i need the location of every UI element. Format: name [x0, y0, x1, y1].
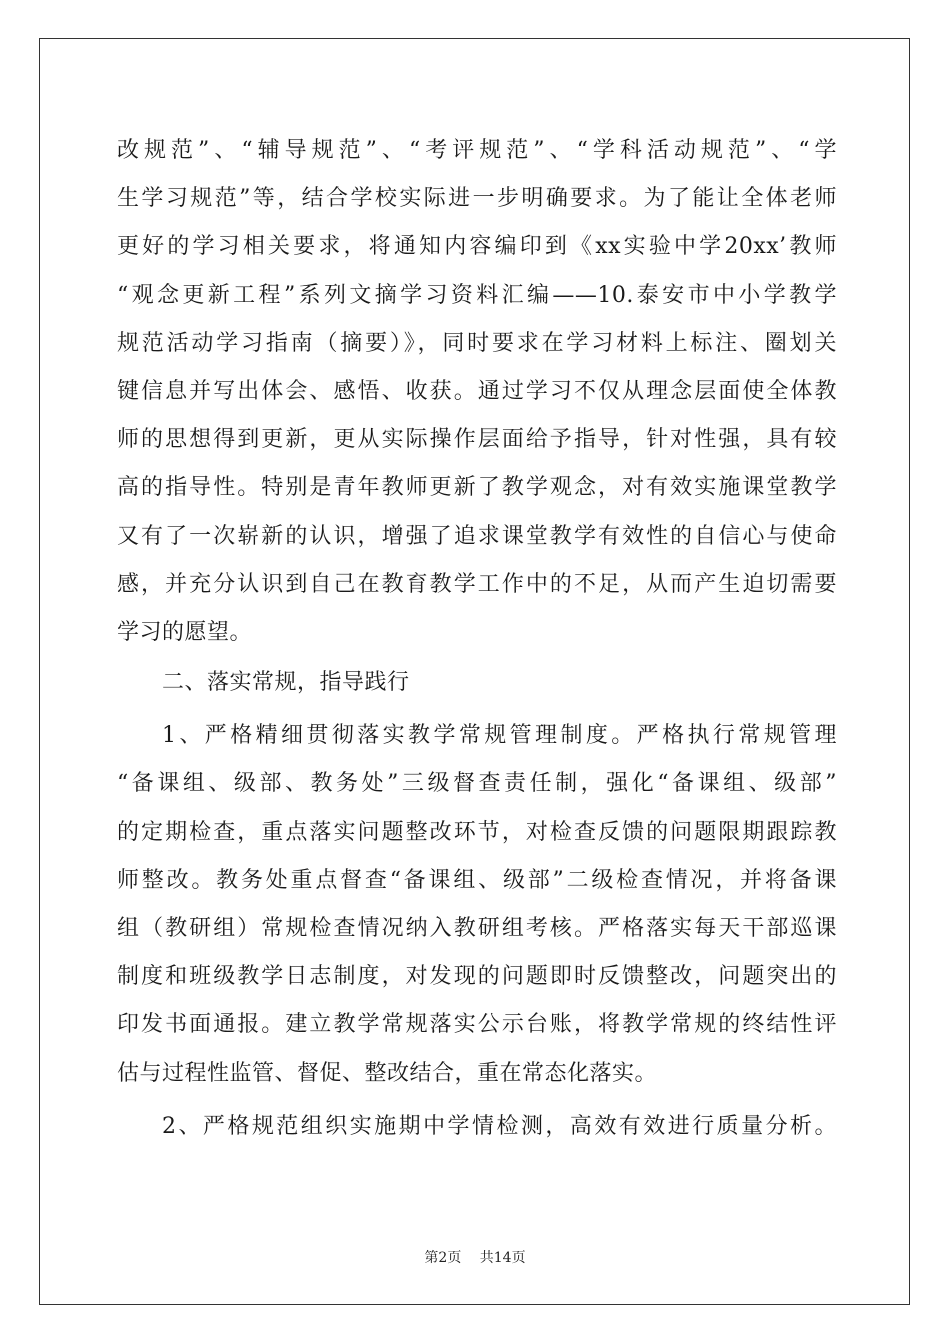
text-line: 生学习规范”等，结合学校实际进一步明确要求。为了能让全体老师: [117, 186, 837, 212]
text-line: 的定期检查，重点落实问题整改环节，对检查反馈的问题限期跟踪教: [117, 819, 837, 845]
text-line: 1、严格精细贯彻落实教学常规管理制度。严格执行常规管理: [162, 723, 837, 749]
page-number-footer: 第2页 共14页: [424, 1250, 526, 1266]
text-line: 学习的愿望。: [117, 619, 253, 645]
text-line: 组（教研组）常规检查情况纳入教研组考核。严格落实每天干部巡课: [117, 916, 837, 941]
paragraph-continued: [117, 127, 837, 657]
text-line: 改规范”、“辅导规范”、“考评规范”、“学科活动规范”、“学: [117, 138, 837, 163]
text-line: 师的思想得到更新，更从实际操作层面给予指导，针对性强，具有较: [117, 427, 837, 453]
text-line: 高的指导性。特别是青年教师更新了教学观念，对有效实施课堂教学: [117, 475, 837, 501]
text-line: 键信息并写出体会、感悟、收获。通过学习不仅从理念层面使全体教: [117, 378, 837, 404]
text-line: 规范活动学习指南（摘要）》，同时要求在学习材料上标注、圈划关: [117, 330, 837, 356]
text-line: 又有了一次崭新的认识，增强了追求课堂教学有效性的自信心与使命: [117, 523, 837, 549]
paragraph-midterm-testing: [117, 1103, 837, 1151]
text-line: 印发书面通报。建立教学常规落实公示台账，将教学常规的终结性评: [117, 1012, 837, 1038]
text-line: 制度和班级教学日志制度，对发现的问题即时反馈整改，问题突出的: [117, 964, 837, 990]
text-line: 师整改。教务处重点督查“备课组、级部”二级检查情况，并将备课: [117, 867, 837, 893]
paragraph-routine-management: [117, 712, 837, 1098]
text-line: 估与过程性监管、督促、整改结合，重在常态化落实。: [117, 1060, 658, 1086]
section-heading: 二、落实常规，指导践行: [162, 670, 410, 696]
text-line: 感，并充分认识到自己在教育教学工作中的不足，从而产生迫切需要: [117, 571, 837, 597]
text-line: 2、严格规范组织实施期中学情检测，高效有效进行质量分析。: [162, 1113, 837, 1139]
text-line: 更好的学习相关要求，将通知内容编印到《xx实验中学20xx’教师: [117, 234, 837, 260]
document-body: [117, 127, 837, 1151]
text-line: “备课组、级部、教务处”三级督查责任制，强化“备课组、级部”: [117, 771, 837, 797]
text-line: “观念更新工程”系列文摘学习资料汇编——10.泰安市中小学教学: [117, 282, 837, 308]
